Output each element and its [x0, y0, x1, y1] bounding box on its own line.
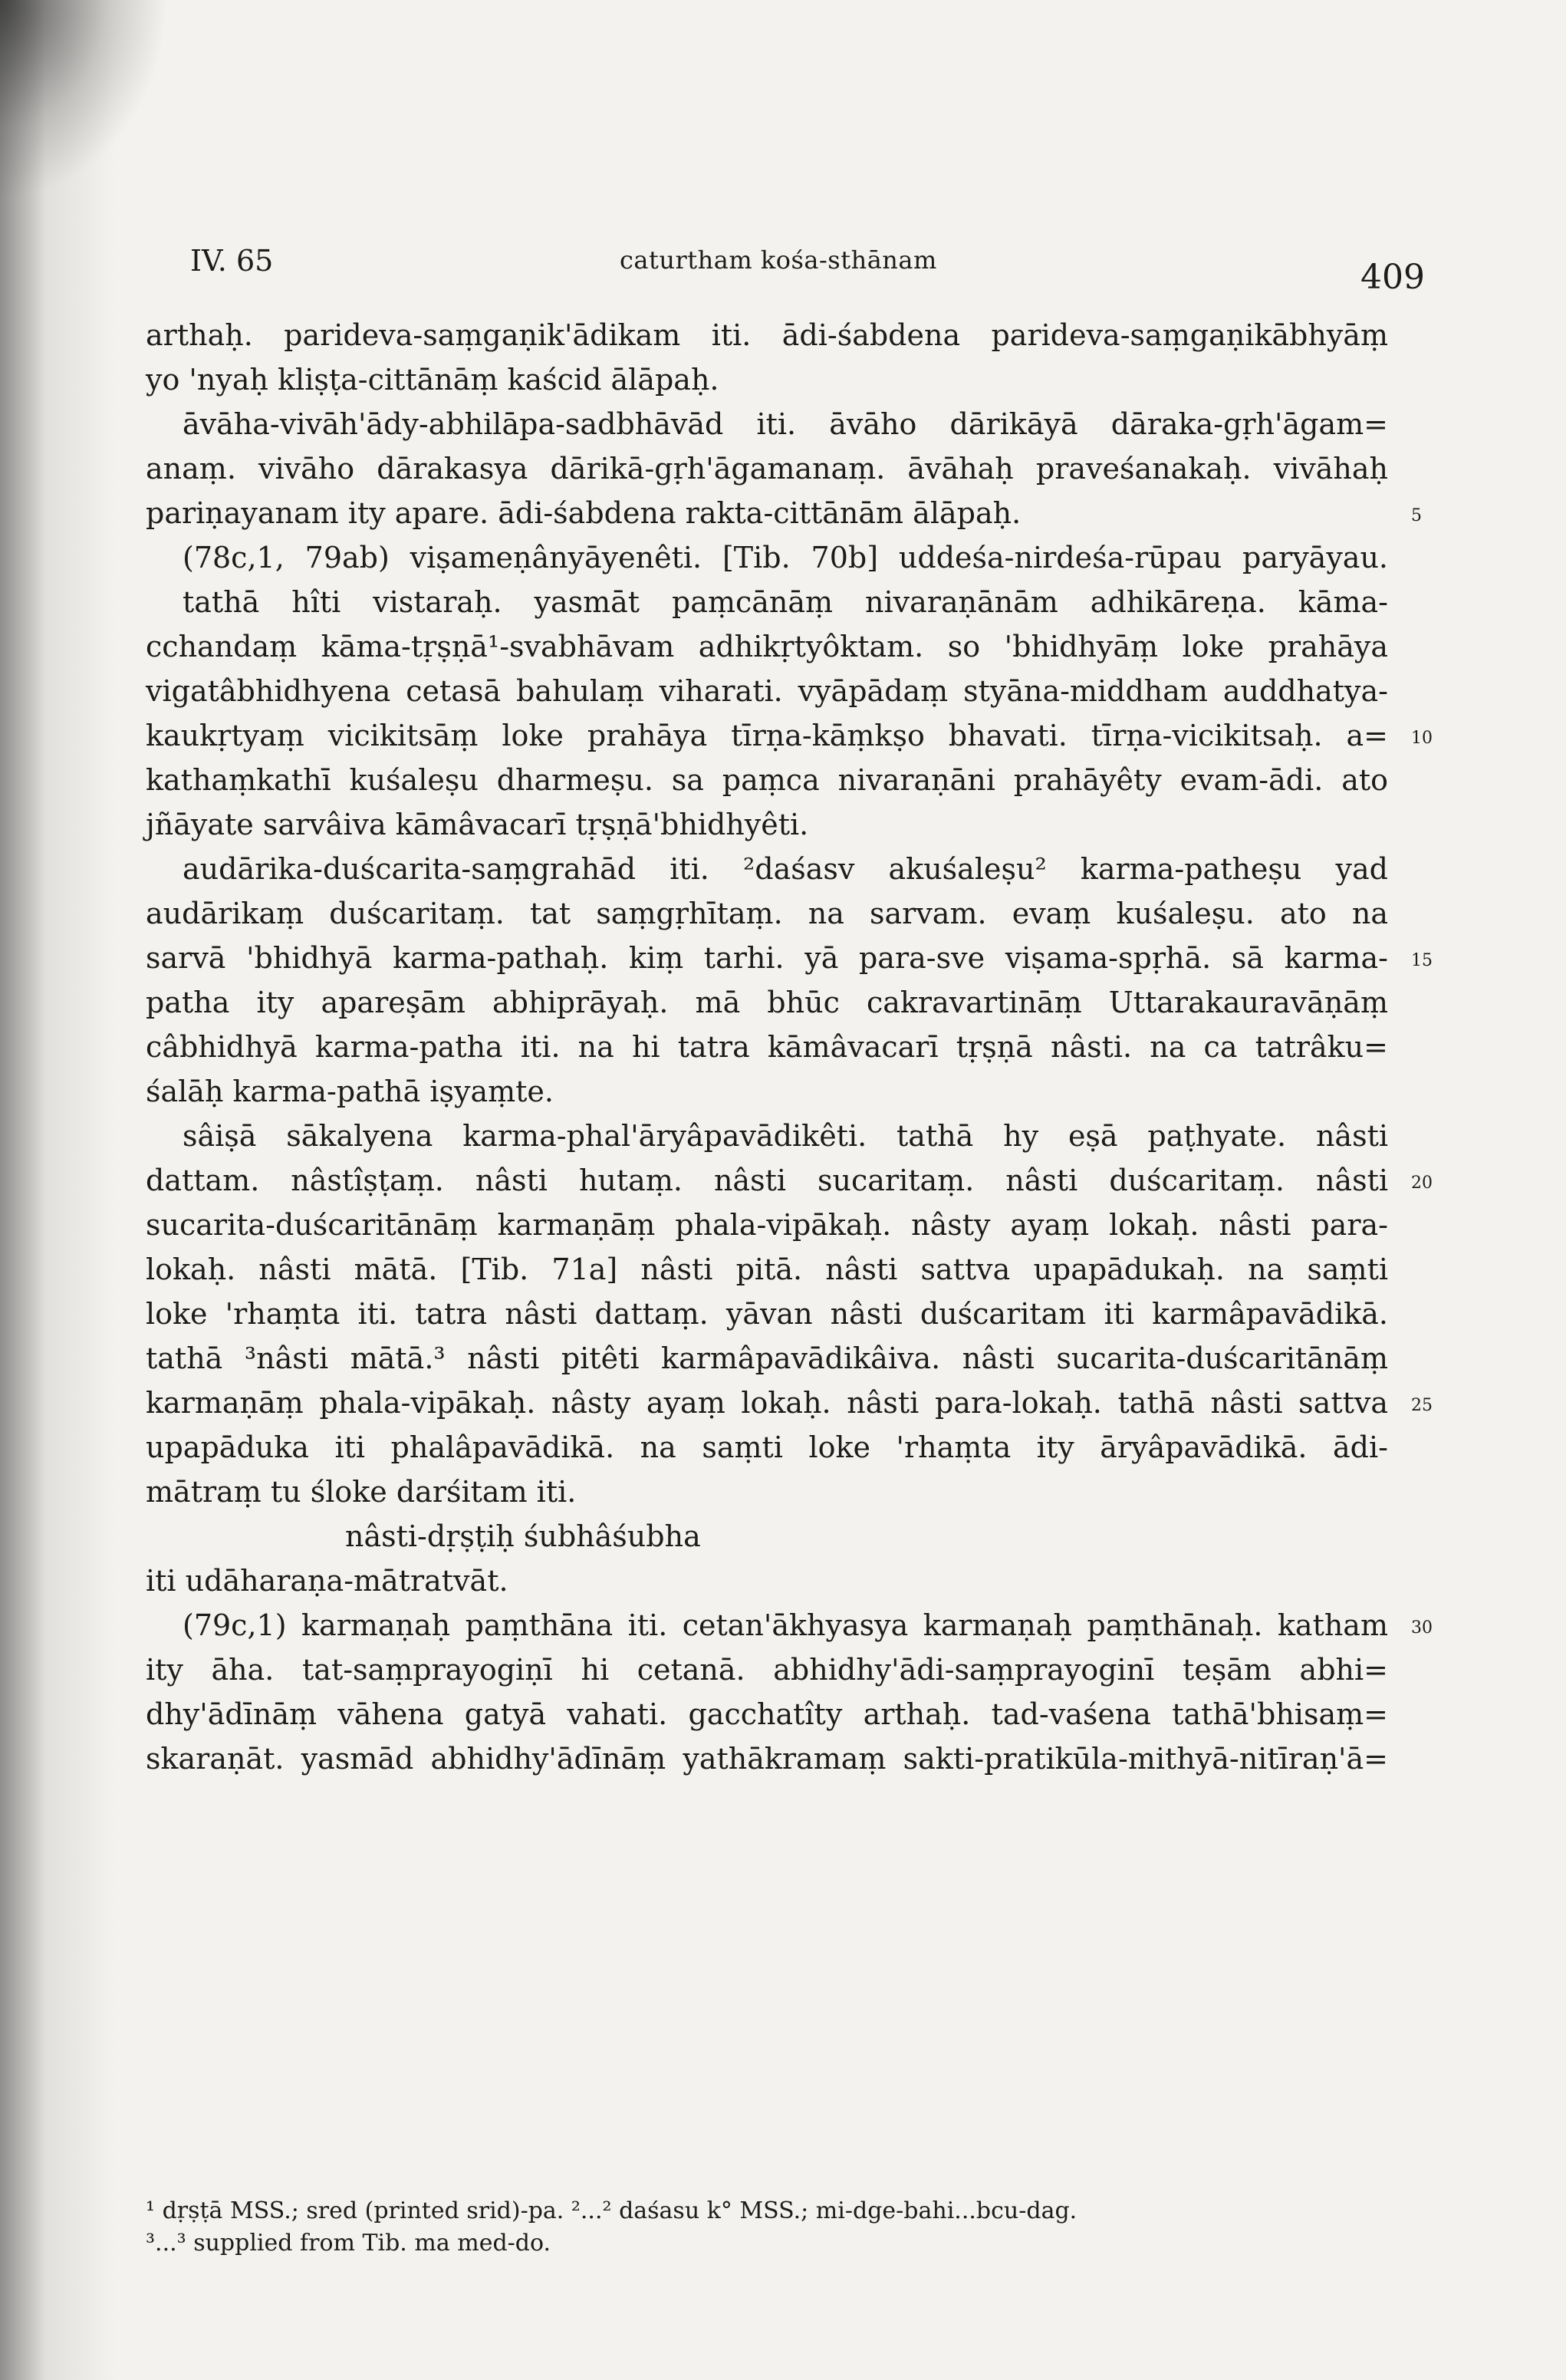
- running-header: [190, 244, 1425, 298]
- body-text: [146, 313, 1388, 1781]
- text-line: lokaḥ. nâsti mātā. [Tib. 71a] nâsti pitā. nâsti sattva upapādukaḥ. na saṃti: [146, 1253, 1388, 1286]
- text-line: vigatâbhidhyena cetasā bahulaṃ viharati. vyāpādaṃ styāna-middham auddhatya-: [146, 674, 1388, 708]
- text-line: śalāḥ karma-pathā iṣyaṃte.: [146, 1075, 554, 1108]
- text-line: sarvā 'bhidhyā karma-pathaḥ. kiṃ tarhi. yā para-sve viṣama-spṛhā. sā karma-: [146, 941, 1388, 975]
- text-line: mātraṃ tu śloke darśitam iti.: [146, 1475, 577, 1509]
- text-line: (79c,1) karmaṇaḥ paṃthāna iti. cetan'ākhyasya karmaṇaḥ paṃthānaḥ. katham: [183, 1608, 1388, 1642]
- text-line: kaukṛtyaṃ vicikitsāṃ loke prahāya tīrṇa-kāṃkṣo bhavati. tīrṇa-vicikitsaḥ. a=: [146, 719, 1388, 752]
- text-line: arthaḥ. parideva-saṃgaṇik'ādikam iti. ādi-śabdena parideva-saṃgaṇikābhyāṃ: [146, 318, 1388, 352]
- scan-edge-shadow: [0, 0, 115, 2380]
- text-line: audārikaṃ duścaritaṃ. tat saṃgṛhītaṃ. na sarvam. evaṃ kuśaleṣu. ato na: [146, 897, 1388, 930]
- text-line: (78c,1, 79ab) viṣameṇânyāyenêti. [Tib. 70b] uddeśa-nirdeśa-rūpau paryāyau.: [183, 541, 1388, 574]
- text-line: nâsti-dṛṣṭiḥ śubhâśubha: [345, 1519, 701, 1553]
- line-number: 20: [1411, 1174, 1433, 1193]
- text-line: tathā ³nâsti mātā.³ nâsti pitêti karmâpavādikâiva. nâsti sucarita-duścaritānāṃ: [146, 1341, 1388, 1375]
- text-line: cchandaṃ kāma-tṛṣṇā¹-svabhāvam adhikṛtyôktam. so 'bhidhyāṃ loke prahāya: [146, 630, 1388, 663]
- text-line: sâiṣā sākalyena karma-phal'āryâpavādikêti. tathā hy eṣā paṭhyate. nâsti: [183, 1119, 1388, 1153]
- page-number: 409: [1360, 258, 1425, 297]
- line-number: 15: [1411, 951, 1433, 970]
- text-line: pariṇayanam ity apare. ādi-śabdena rakta-cittānām ālāpaḥ.: [146, 496, 1022, 530]
- text-line: kathaṃkathī kuśaleṣu dharmeṣu. sa paṃca nivaraṇāni prahāyêty evam-ādi. ato: [146, 763, 1388, 797]
- text-line: câbhidhyā karma-patha iti. na hi tatra kāmâvacarī tṛṣṇā nâsti. na ca tatrâku=: [146, 1030, 1388, 1064]
- text-line: sucarita-duścaritānāṃ karmaṇāṃ phala-vipākaḥ. nâsty ayaṃ lokaḥ. nâsti para-: [146, 1208, 1388, 1242]
- text-line: iti udāharaṇa-mātratvāt.: [146, 1564, 508, 1598]
- text-line: anaṃ. vivāho dārakasya dārikā-gṛh'āgamanaṃ. āvāhaḥ praveśanakaḥ. vivāhaḥ: [146, 452, 1388, 486]
- line-number: 5: [1411, 506, 1422, 525]
- running-title: caturtham kośa-sthānam: [620, 245, 937, 275]
- text-line: jñāyate sarvâiva kāmâvacarī tṛṣṇā'bhidhyêti.: [146, 808, 809, 841]
- footnote: ¹ dṛṣṭā MSS.; sred (printed srid)-pa. ²...² daśasu k° MSS.; mi-dge-bahi...bcu-dag.: [146, 2197, 1077, 2224]
- footnote: ³...³ supplied from Tib. ma med-do.: [146, 2230, 551, 2257]
- text-line: upapāduka iti phalâpavādikā. na saṃti loke 'rhaṃta ity āryâpavādikā. ādi-: [146, 1430, 1388, 1464]
- line-number: 30: [1411, 1618, 1433, 1638]
- section-number: IV. 65: [190, 244, 274, 278]
- text-line: ity āha. tat-saṃprayogiṇī hi cetanā. abhidhy'ādi-saṃprayoginī teṣām abhi=: [146, 1653, 1388, 1687]
- line-number: 10: [1411, 729, 1433, 748]
- line-number: 25: [1411, 1396, 1433, 1415]
- footnotes: [146, 2195, 1373, 2260]
- text-line: loke 'rhaṃta iti. tatra nâsti dattaṃ. yāvan nâsti duścaritam iti karmâpavādikā.: [146, 1297, 1388, 1331]
- text-line: dattam. nâstîṣṭaṃ. nâsti hutaṃ. nâsti sucaritaṃ. nâsti duścaritaṃ. nâsti: [146, 1164, 1388, 1197]
- text-line: patha ity apareṣām abhiprāyaḥ. mā bhūc cakravartināṃ Uttarakauravāṇāṃ: [146, 986, 1388, 1019]
- text-line: tathā hîti vistaraḥ. yasmāt paṃcānāṃ nivaraṇānām adhikāreṇa. kāma-: [183, 585, 1388, 619]
- text-line: skaraṇāt. yasmād abhidhy'ādīnāṃ yathākramaṃ sakti-pratikūla-mithyā-nitīraṇ'ā=: [146, 1742, 1388, 1776]
- text-line: dhy'ādīnāṃ vāhena gatyā vahati. gacchatîty arthaḥ. tad-vaśena tathā'bhisaṃ=: [146, 1697, 1388, 1731]
- scan-corner-shadow: [0, 0, 169, 199]
- text-line: audārika-duścarita-saṃgrahād iti. ²daśasv akuśaleṣu² karma-patheṣu yad: [183, 852, 1388, 886]
- text-line: āvāha-vivāh'ādy-abhilāpa-sadbhāvād iti. āvāho dārikāyā dāraka-gṛh'āgam=: [183, 407, 1388, 441]
- text-line: yo 'nyaḥ kliṣṭa-cittānāṃ kaścid ālāpaḥ.: [146, 363, 719, 397]
- text-line: karmaṇāṃ phala-vipākaḥ. nâsty ayaṃ lokaḥ. nâsti para-lokaḥ. tathā nâsti sattva: [146, 1386, 1388, 1420]
